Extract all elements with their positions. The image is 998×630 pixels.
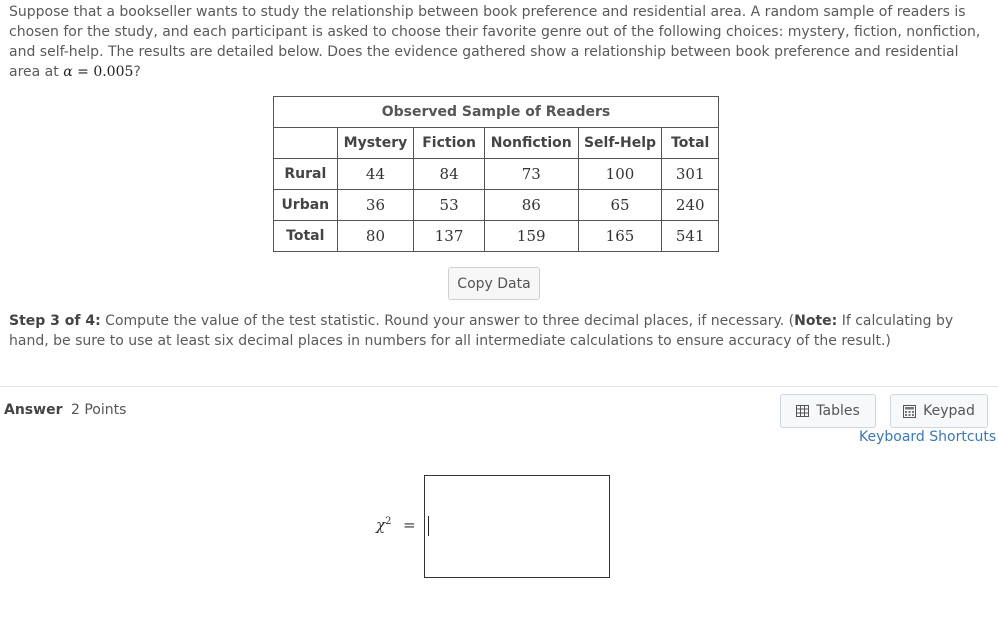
answer-label: Answer <box>4 402 63 418</box>
cell-rural-self-help: 100 <box>578 159 662 190</box>
alpha-equals: = <box>77 64 89 80</box>
answer-input[interactable] <box>424 475 610 578</box>
chi-exponent: 2 <box>385 516 392 527</box>
cell-total-nonfiction: 159 <box>484 221 578 252</box>
chi-square-label <box>376 516 391 534</box>
tables-button[interactable] <box>780 394 876 428</box>
points-label: 2 Points <box>71 402 127 418</box>
keypad-button-label: Keypad <box>923 403 975 419</box>
row-label-total: Total <box>274 221 338 252</box>
cell-urban-total: 240 <box>662 190 719 221</box>
note-label: Note: <box>794 313 838 329</box>
col-header-self-help: Self-Help <box>578 128 662 159</box>
cell-total-mystery: 80 <box>337 221 414 252</box>
step-instructions <box>9 311 984 351</box>
chi-symbol: χ <box>376 516 386 534</box>
cell-urban-mystery: 36 <box>337 190 414 221</box>
keyboard-shortcuts-link[interactable]: Keyboard Shortcuts <box>859 429 997 445</box>
alpha-expression <box>63 64 133 80</box>
note-text: If calculating by hand, be sure to use at least six decimal places in numbers for all intermediate calculations to ensure accuracy of the result.) <box>9 313 954 349</box>
cell-rural-nonfiction: 73 <box>484 159 578 190</box>
cell-grand-total: 541 <box>662 221 719 252</box>
question-body: Suppose that a bookseller wants to study the relationship between book preference and residential area. A random sample of readers is chosen for the study, and each participant is asked to choose their favorite genre out of the following choices: mystery, fiction, nonfiction, and self-help. The results are detailed below. Does the evidence gathered show a relationship between book preference and residential area at <box>9 4 981 80</box>
section-divider <box>0 386 998 387</box>
row-label-urban: Urban <box>274 190 338 221</box>
alpha-value: 0.005 <box>93 64 134 80</box>
copy-data-button[interactable]: Copy Data <box>448 267 540 300</box>
table-row <box>274 221 719 252</box>
keypad-button[interactable] <box>890 394 988 428</box>
observed-sample-table <box>273 96 719 252</box>
equals-sign: = <box>403 516 416 534</box>
col-header-fiction: Fiction <box>414 128 485 159</box>
row-label-rural: Rural <box>274 159 338 190</box>
tables-button-label: Tables <box>816 403 860 419</box>
table-grid-icon <box>796 405 809 417</box>
cell-urban-nonfiction: 86 <box>484 190 578 221</box>
text-cursor <box>428 516 429 536</box>
step-prefix: Step 3 of 4: <box>9 313 101 329</box>
cell-rural-fiction: 84 <box>414 159 485 190</box>
table-row <box>274 190 719 221</box>
cell-rural-mystery: 44 <box>337 159 414 190</box>
step-text: Compute the value of the test statistic. Round your answer to three decimal places, if necessary. ( <box>100 313 795 329</box>
question-end: ? <box>133 64 141 80</box>
question-text <box>9 2 984 82</box>
cell-rural-total: 301 <box>662 159 719 190</box>
cell-urban-self-help: 65 <box>578 190 662 221</box>
corner-cell <box>274 128 338 159</box>
col-header-mystery: Mystery <box>337 128 414 159</box>
cell-total-self-help: 165 <box>578 221 662 252</box>
col-header-total: Total <box>662 128 719 159</box>
col-header-nonfiction: Nonfiction <box>484 128 578 159</box>
cell-urban-fiction: 53 <box>414 190 485 221</box>
table-row <box>274 159 719 190</box>
cell-total-fiction: 137 <box>414 221 485 252</box>
keypad-grid-icon <box>903 405 916 418</box>
table-caption: Observed Sample of Readers <box>274 97 719 128</box>
alpha-symbol: α <box>63 64 73 80</box>
